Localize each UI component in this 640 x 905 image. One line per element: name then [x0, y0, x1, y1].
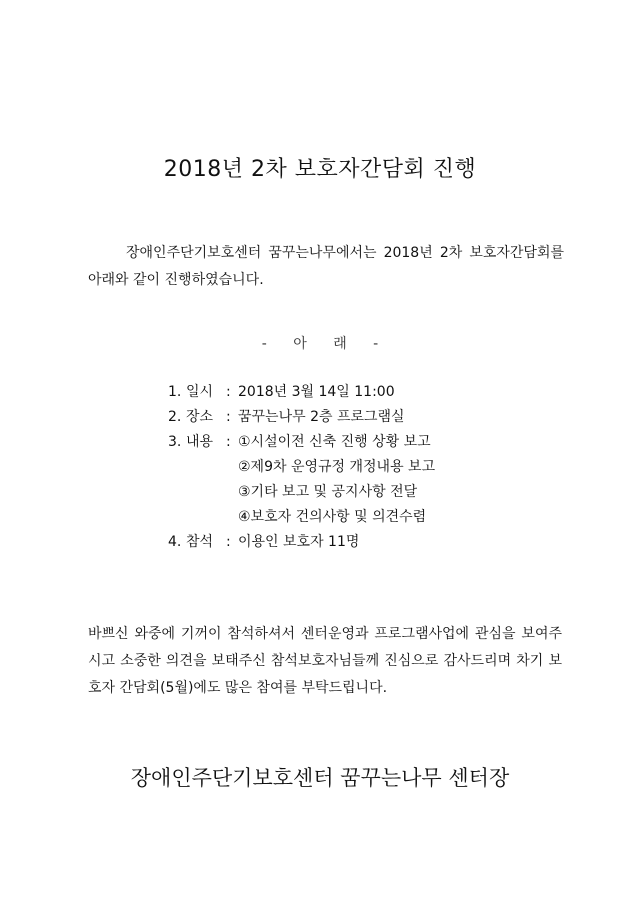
detail-value: 2018년 3월 14일 11:00 [238, 384, 395, 400]
detail-separator: : [226, 434, 231, 450]
detail-separator: : [226, 384, 231, 400]
detail-number: 1. [168, 384, 182, 400]
detail-value: 이용인 보호자 11명 [238, 534, 360, 550]
detail-label: 내용 [186, 434, 214, 450]
content-sublist [238, 430, 435, 530]
detail-number: 2. [168, 409, 182, 425]
signature: 장애인주단기보호센터 꿈꾸는나무 센터장 [130, 766, 510, 790]
content-subitem: ③기타 보고 및 공지사항 전달 [238, 484, 418, 500]
detail-value: 꿈꾸는나무 2층 프로그램실 [238, 409, 405, 425]
detail-item-datetime [168, 380, 588, 405]
details-list [168, 380, 588, 555]
content-subitem: ②제9차 운영규정 개정내용 보고 [238, 459, 436, 475]
detail-item-location [168, 405, 588, 430]
section-heading: - 아 래 - [261, 336, 379, 352]
content-subitem: ④보호자 건의사항 및 의견수렴 [238, 509, 427, 525]
detail-label: 참석 [186, 534, 214, 550]
detail-separator: : [226, 534, 231, 550]
intro-paragraph [88, 240, 564, 294]
detail-item-content [168, 430, 588, 530]
document-title: 2018년 2차 보호자간담회 진행 [163, 157, 477, 182]
detail-label: 일시 [186, 384, 214, 400]
detail-number: 3. [168, 434, 182, 450]
detail-label: 장소 [186, 409, 214, 425]
detail-separator: : [226, 409, 231, 425]
content-subitem: ①시설이전 신축 진행 상황 보고 [238, 434, 431, 450]
intro-text: 장애인주단기보호센터 꿈꾸는나무에서는 2018년 2차 보호자간담회를 아래와 같이 진행하였습니다. [88, 245, 564, 288]
closing-paragraph: 바쁘신 와중에 기꺼이 참석하셔서 센터운영과 프로그램사업에 관심을 보여주시고 소중한 의견을 보태주신 참석보호자님들께 진심으로 감사드리며 차기 보호자 간담회(5월)에도 많은 참여를 부탁드립니다. [88, 626, 562, 696]
detail-number: 4. [168, 534, 182, 550]
detail-item-attendance [168, 530, 588, 555]
